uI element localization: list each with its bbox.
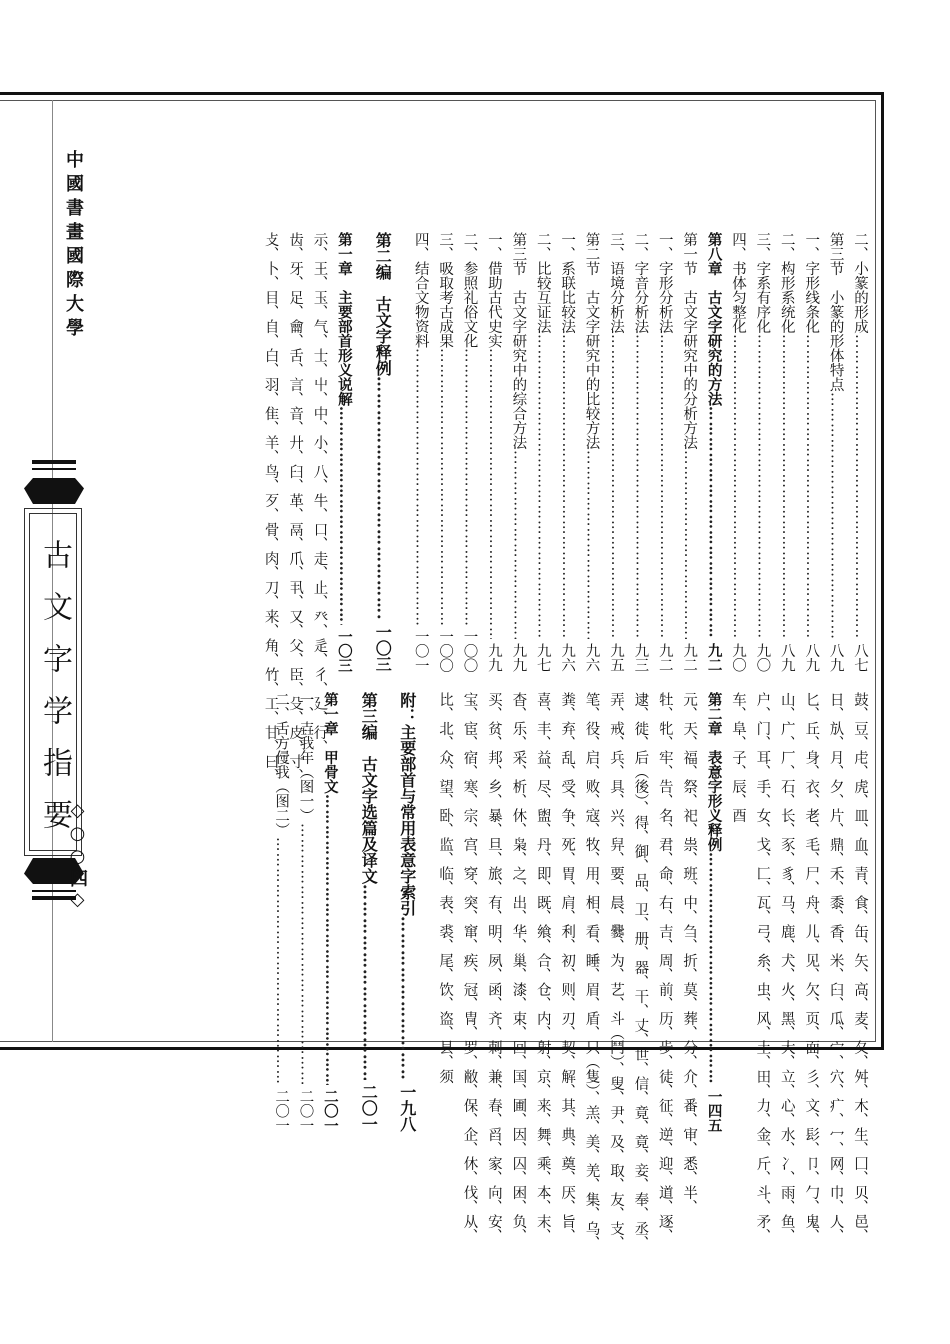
toc-entry-text: 四、结合文物资料 (412, 232, 429, 348)
toc-leader-dots (293, 823, 317, 1085)
character-list-line (307, 232, 331, 754)
character-list-line (604, 692, 628, 1251)
toc-entry-text: 笔、役、启、败、寇、牧、用、相、看、睡、眉、盾、只（隻）、羔、美、羌、集、乌、 (583, 692, 600, 1251)
toc-entry-text: 齿、牙、足、龠、舌、言、音、廾、臼、革、鬲、爪、丮、又、父、臣、殳、皮、寸、 (287, 232, 304, 783)
toc-entry-text: 攴、卜、目、自、白、羽、隹、羊、鸟、歹、骨、肉、刀、来、角、竹、工、甘、曰、 (262, 232, 279, 783)
toc-leader-dots (408, 348, 432, 625)
toc-page-number: 九六 (559, 643, 576, 672)
toc-entry-text: 一、字形线条化 (803, 232, 820, 334)
toc-gap (394, 232, 408, 672)
toc-leader-dots (356, 884, 380, 1080)
toc-entry-text: 杳、乐、采、析、休、枭、之、出、华、巢、漆、束、回、国、圃、因、囚、困、负、 (510, 692, 527, 1243)
toc-page-number: 九五 (607, 643, 624, 672)
toc-leader-dots (530, 334, 554, 640)
toc-page-number: 二〇一 (359, 1084, 379, 1132)
toc-entry (652, 232, 676, 672)
toc-entry-text: 第三编 古文字选篇及译文 (359, 692, 379, 884)
character-list-line (774, 692, 798, 1243)
toc-leader-dots (433, 348, 457, 625)
character-list-line (848, 692, 872, 1243)
character-list-line (433, 692, 457, 1132)
toc-entry-text: 一、字形分析法 (656, 232, 673, 334)
toc-entry (482, 232, 506, 672)
toc-page-number: 九二 (705, 643, 723, 672)
toc-page-number: 一〇〇 (437, 628, 454, 672)
toc-entry (726, 232, 750, 672)
toc-leader-dots (457, 348, 481, 625)
character-list-line (555, 692, 579, 1243)
toc-entry-text: 匕、丘、身、衣、老、毛、尸、舟、儿、见、欠、页、面、彡、文、髟、卩、勹、鬼、 (803, 692, 820, 1243)
toc-leader-dots (317, 794, 341, 1085)
toc-lower-block (269, 692, 872, 1251)
toc-page-number: 九六 (583, 643, 600, 672)
toc-page-number: 二〇一 (273, 1088, 290, 1132)
toc-entry (433, 232, 457, 672)
toc-entry-text: 三、语境分析法 (607, 232, 624, 334)
toc-entry (799, 232, 823, 672)
toc-entry-text: 一、壵我年（图一） (297, 692, 314, 823)
toc-entry-text: 四、书体匀整化 (729, 232, 746, 334)
toc-page-number: 一〇一 (412, 628, 429, 672)
toc-entry (555, 232, 579, 672)
character-list-line (530, 692, 554, 1243)
toc-leader-dots (823, 392, 847, 640)
toc-page-number: 一四五 (705, 1088, 723, 1132)
toc-entry-text: 鼓、豆、虍、虎、皿、血、青、食、缶、矢、高、麦、夂、舛、木、生、囗、贝、邑、 (852, 692, 868, 1243)
toc-page-number: 九〇 (754, 643, 771, 672)
toc-page-number: 一〇三 (335, 628, 353, 672)
toc-entry-text: 喜、丰、益、尽、盥、丹、即、既、飨、合、仓、内、射、京、来、舞、乘、本、末、 (534, 692, 551, 1243)
toc-entry (677, 232, 701, 672)
toc-page-number: 八九 (778, 643, 795, 672)
toc-page-number: 九〇 (729, 643, 746, 672)
toc-entry (848, 232, 872, 672)
toc-gap (342, 692, 356, 1132)
toc-leader-dots (726, 334, 750, 640)
toc-page-number: 二〇一 (321, 1088, 339, 1132)
toc-entry-text: 元、天、福、祭、祀、祟、班、中、刍、折、莫、葬、分、介、番、审、悉、半、 (681, 692, 698, 1214)
toc-leader-dots (701, 406, 725, 639)
toc-leader-dots (799, 334, 823, 640)
toc-entry (579, 232, 603, 672)
decor-banner-top (24, 478, 84, 504)
toc-entry-text: 二、舌方㑴我（图二） (273, 692, 290, 837)
toc-entry-text: 日、㫃、月、夕、片、鼎、禾、黍、香、米、臼、瓜、宀、穴、疒、冖、网、巾、人、 (827, 692, 844, 1243)
toc-entry-text: 附：主要部首与常用表意字索引 (397, 692, 417, 916)
toc-gap (356, 232, 370, 672)
toc-entry-text: 第二章 表意字形义释例 (705, 692, 723, 852)
toc-entry-text: 第三节 古文字研究中的综合方法 (510, 232, 527, 450)
toc-entry-text: 第二节 古文字研究中的比较方法 (583, 232, 600, 450)
toc-page-number: 九七 (534, 643, 551, 672)
character-list-line (823, 692, 847, 1243)
toc-entry-text: 示、王、玉、气、士、屮、中、小、八、牛、口、走、止、癶、辵、彳、廴、行、 (311, 232, 328, 754)
toc-entry (370, 232, 394, 672)
character-list-line (726, 692, 750, 1132)
toc-leader-dots (652, 334, 676, 640)
toc-leader-dots (331, 406, 355, 625)
toc-page-number: 一〇三 (373, 624, 393, 672)
toc-leader-dots (370, 376, 394, 620)
toc-leader-dots (604, 334, 628, 640)
toc-entry-text: 二、小篆的形成 (852, 232, 868, 334)
toc-gap (380, 692, 394, 1132)
toc-entry-text: 买、贫、邦、乡、暴、旦、旅、有、明、夙、函、齐、刺、兼、春、舀、家、向、安、 (485, 692, 502, 1243)
toc-entry-text: 第三节 小篆的形体特点 (827, 232, 844, 392)
toc-entry-text: 二、比较互证法 (534, 232, 551, 334)
toc-entry (604, 232, 628, 672)
toc-leader-dots (677, 450, 701, 640)
toc-page-number: 一九八 (397, 1084, 417, 1132)
toc-entry-text: 比、北、众、望、卧、监、临、表、裘、尾、饮、盗、县、须 (437, 692, 454, 1084)
character-list-line (677, 692, 701, 1214)
toc-leader-dots (579, 450, 603, 640)
toc-entry (530, 232, 554, 672)
toc-entry-text: 第一节 古文字研究中的分析方法 (681, 232, 698, 450)
toc-entry-text: 户、门、耳、手、女、戈、匚、瓦、弓、糸、虫、风、土、田、力、金、斤、斗、矛、 (754, 692, 771, 1243)
toc-entry-text: 车、阜、子、辰、酉 (729, 692, 746, 823)
toc-leader-dots (555, 334, 579, 640)
decor-bar-top-thin (32, 468, 76, 470)
publisher-label: 中國書畫國際大學 (63, 150, 84, 342)
toc-entry-text: 二、参照礼俗文化 (461, 232, 478, 348)
toc-page-number: 二〇一 (297, 1088, 314, 1132)
character-list-line (506, 692, 530, 1243)
toc-entry (774, 232, 798, 672)
toc-entry (394, 692, 418, 1132)
toc-page-number: 九二 (681, 643, 698, 672)
toc-entry (457, 232, 481, 672)
toc-leader-dots (269, 837, 293, 1085)
toc-entry-text: 逮、徙、后（後）、得、御、品、卫、册、器、干、丈、世、信、竟、竟、妾、奉、丞、 (632, 692, 649, 1251)
toc-entry-text: 牡、牝、牢、告、名、君、命、右、吉、周、前、历、步、徒、征、逆、迎、道、逐、 (656, 692, 673, 1243)
character-list-line (799, 692, 823, 1243)
page-number: ◇○○四◇ (67, 800, 88, 912)
toc-leader-dots (628, 334, 652, 640)
character-list-line (283, 232, 307, 783)
toc-leader-dots (394, 916, 418, 1080)
character-list-line (652, 692, 676, 1243)
toc-leader-dots (848, 334, 872, 640)
toc-entry-text: 第八章 古文字研究的方法 (705, 232, 723, 406)
toc-page-number: 九三 (632, 643, 649, 672)
toc-entry (750, 232, 774, 672)
toc-entry-text: 宝、宦、宿、寒、宗、宫、穿、突、窜、疾、冠、冑、罗、敝、保、企、休、伐、从、 (461, 692, 478, 1243)
book-title: 古文字学指要 (37, 539, 72, 851)
toc-entry (506, 232, 530, 672)
character-list-line (258, 232, 282, 783)
toc-entry (356, 692, 380, 1132)
toc-page-number: 一〇〇 (461, 628, 478, 672)
toc-entry-text: 二、构形系统化 (778, 232, 795, 334)
decor-bar-top (32, 460, 76, 464)
toc-entry-text: 山、广、厂、石、长、豕、豸、马、鹿、犬、火、黑、大、立、心、水、冫、雨、鱼、 (778, 692, 795, 1243)
toc-entry-text: 三、字系有序化 (754, 232, 771, 334)
toc-leader-dots (506, 450, 530, 640)
toc-entry-text: 三、吸取考古成果 (437, 232, 454, 348)
toc-entry-text: 二、字音分析法 (632, 232, 649, 334)
toc-page-number: 九二 (656, 643, 673, 672)
toc-entry-text: 一、借助古代史实 (485, 232, 502, 348)
toc-entry (331, 232, 355, 672)
toc-page-number: 八七 (852, 643, 868, 672)
toc-entry (628, 232, 652, 672)
toc-entry (293, 692, 317, 1132)
character-list-line (750, 692, 774, 1243)
toc-entry (269, 692, 293, 1132)
toc-entry (317, 692, 341, 1132)
toc-page-number: 八九 (803, 643, 820, 672)
character-list-line (482, 692, 506, 1243)
toc-entry (823, 232, 847, 672)
toc-page-number: 八九 (827, 643, 844, 672)
toc-leader-dots (701, 852, 725, 1085)
toc-entry (408, 232, 432, 672)
toc-gap (419, 692, 433, 1132)
toc-entry-text: 第一章 甲骨文 (321, 692, 339, 794)
toc-entry-text: 弄、戒、兵、具、兴、舁、要、晨、爨、为、艺、斗（鬥）、叟、尹、及、取、友、支、 (607, 692, 624, 1251)
character-list-line (579, 692, 603, 1251)
toc-entry-text: 第二编 古文字释例 (373, 232, 393, 376)
toc-entry (701, 232, 725, 672)
toc-leader-dots (750, 334, 774, 640)
toc-entry-text: 第一章 主要部首形义说解 (335, 232, 353, 406)
toc-entry-text: 一、系联比较法 (559, 232, 576, 334)
toc-leader-dots (774, 334, 798, 640)
toc-page-number: 九九 (510, 643, 527, 672)
toc-leader-dots (482, 348, 506, 639)
character-list-line (457, 692, 481, 1243)
toc-entry (701, 692, 725, 1132)
toc-entry-text: 粪、弃、乱、受、争、死、胃、肩、利、初、则、刃、契、解、其、典、奠、厌、旨、 (559, 692, 576, 1243)
character-list-line (628, 692, 652, 1251)
toc-page-number: 九九 (485, 643, 502, 672)
